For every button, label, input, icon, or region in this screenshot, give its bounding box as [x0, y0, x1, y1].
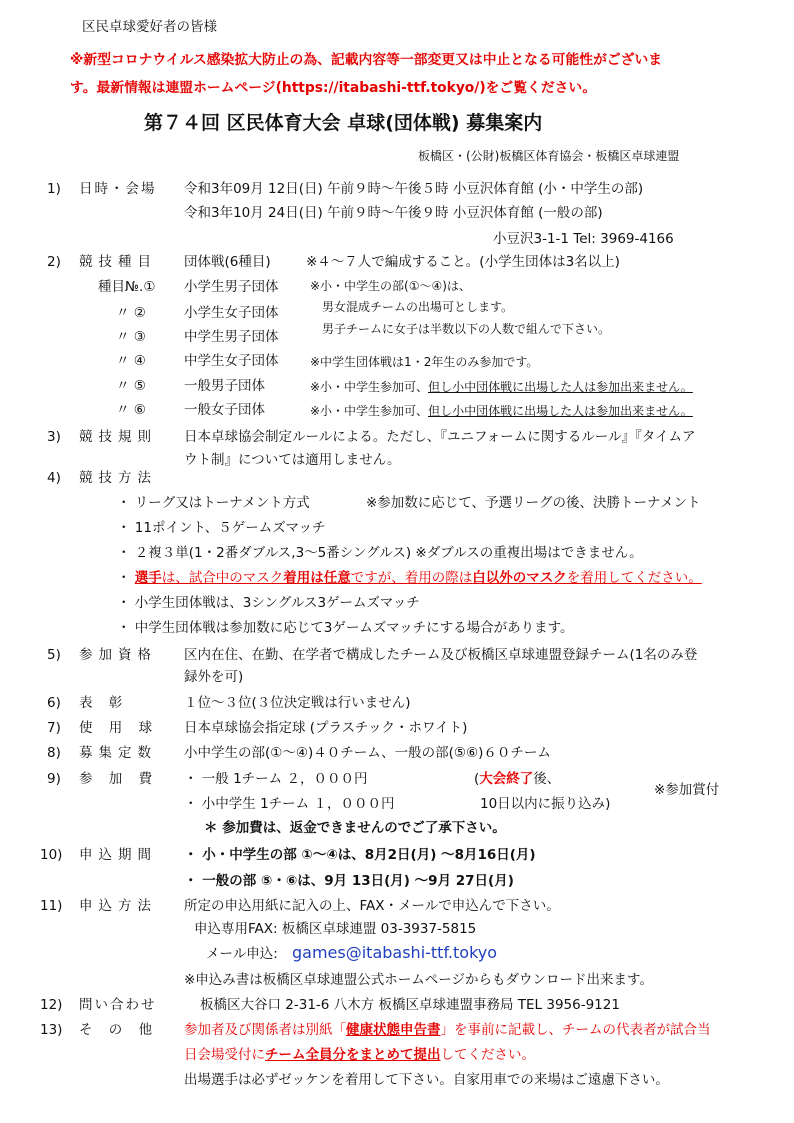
event-name: 一般男子団体: [184, 378, 265, 394]
section-num: 6): [47, 695, 61, 711]
fee-deadline: 10日以内に振り込み): [480, 796, 611, 812]
event-mark: 〃 ④: [116, 353, 146, 369]
apply-download-note: ※申込み書は板橋区卓球連盟公式ホームページからもダウンロード出来ます。: [184, 972, 653, 988]
section-num: 7): [47, 720, 61, 736]
page-title: 第７４回 区民体育大会 卓球(団体戦) 募集案内: [144, 112, 543, 134]
event-mark: 〃 ⑥: [116, 402, 146, 418]
apply-fax: 申込専用FAX: 板橋区卓球連盟 03-3937-5815: [194, 921, 477, 937]
section-label: 募集定数: [79, 745, 157, 761]
event-name: 小学生男子団体: [184, 279, 279, 295]
event-name: 中学生男子団体: [184, 329, 279, 345]
section-num: 5): [47, 647, 61, 663]
method-item: ・ ２複３単(1・2番ダブルス,3～5番シングルス) ※ダブルスの重複出場はできません。: [117, 545, 643, 561]
section-label: 使 用 球: [79, 720, 159, 736]
section-label: 日時・会場: [79, 181, 157, 197]
section-num: 10): [40, 847, 63, 863]
event-mark: 〃 ③: [116, 329, 146, 345]
section-num: 2): [47, 254, 61, 270]
eligibility-text: 区内在住、在勤、在学者で構成したチーム及び板橋区卓球連盟登録チーム(1名のみ登: [184, 647, 698, 663]
rules-text: ウト制』については適用しません。: [184, 452, 401, 468]
other-health-note: 日会場受付にチーム全員分をまとめて提出してください。: [184, 1047, 535, 1063]
period-row: ・ 小・中学生の部 ①～④は、8月2日(月) ～8月16日(月): [184, 847, 536, 863]
method-note: ※参加数に応じて、予選リーグの後、決勝トーナメント: [366, 495, 701, 511]
section-label: 申込方法: [79, 898, 157, 914]
section-num: 8): [47, 745, 61, 761]
venue-address: 小豆沢3-1-1 Tel: 3969-4166: [493, 231, 674, 247]
event-head: 団体戦(6種目): [184, 254, 271, 270]
section-num: 3): [47, 429, 61, 445]
section-label: 問い合わせ: [79, 997, 157, 1013]
event-name: 中学生女子団体: [184, 353, 279, 369]
section-label: 競技種目: [79, 254, 157, 270]
event-note: ※中学生団体戦は1・2年生のみ参加です。: [310, 355, 539, 369]
section-num: 11): [40, 898, 63, 914]
date-venue-row: 令和3年10月 24日(日) 午前９時～午後９時 小豆沢体育館 (一般の部): [184, 205, 603, 221]
event-head-note: ※４～７人で編成すること。(小学生団体は3名以上): [306, 254, 620, 270]
awards-text: １位～３位(３位決定戦は行いません): [184, 695, 411, 711]
event-note: 男女混成チームの出場可とします。: [322, 300, 514, 314]
covid-notice-line1: ※新型コロナウイルス感染拡大防止の為、記載内容等一部変更又は中止となる可能性がございま: [70, 52, 663, 68]
section-label: 申込期間: [79, 847, 157, 863]
eligibility-text: 録外を可): [184, 669, 244, 685]
contact-text: 板橋区大谷口 2-31-6 八木方 板橋区卓球連盟事務局 TEL 3956-9121: [200, 997, 620, 1013]
ball-text: 日本卓球協会指定球 (プラスチック・ホワイト): [184, 720, 468, 736]
event-mark: 種目№.①: [98, 279, 156, 295]
section-label: 競技方法: [79, 470, 157, 486]
section-label: 参加資格: [79, 647, 157, 663]
event-mark: 〃 ②: [116, 305, 146, 321]
greeting: 区民卓球愛好者の皆様: [82, 19, 217, 35]
event-note: ※小・中学生参加可、但し小中団体戦に出場した人は参加出来ません。: [310, 380, 693, 394]
section-label: 参 加 費: [79, 771, 159, 787]
fee-deadline: (大会終了後、: [474, 771, 561, 787]
apply-email-link[interactable]: games@itabashi-ttf.tokyo: [292, 943, 498, 962]
date-venue-row: 令和3年09月 12日(日) 午前９時～午後５時 小豆沢体育館 (小・中学生の部): [184, 181, 644, 197]
event-mark: 〃 ⑤: [116, 378, 146, 394]
other-health-note: 参加者及び関係者は別紙「健康状態申告書」を事前に記載し、チームの代表者が試合当: [184, 1022, 711, 1038]
section-label: そ の 他: [79, 1022, 159, 1038]
covid-notice-line2: す。最新情報は連盟ホームページ(https://itabashi-ttf.tokyo/)をご覧ください。: [70, 80, 597, 96]
event-note: ※小・中学生参加可、但し小中団体戦に出場した人は参加出来ません。: [310, 404, 693, 418]
rules-text: 日本卓球協会制定ルールによる。ただし、『ユニフォームに関するルール』『タイムア: [184, 429, 696, 445]
section-num: 12): [40, 997, 63, 1013]
fee-row: ・ 一般 1チーム ２，０００円: [184, 771, 368, 787]
section-num: 4): [47, 470, 61, 486]
period-row: ・ 一般の部 ⑤・⑥は、9月 13日(月) ～9月 27日(月): [184, 873, 514, 889]
event-note: ※小・中学生の部(①～④)は、: [310, 279, 471, 293]
fee-row: ・ 小中学生 1チーム １，０００円: [184, 796, 395, 812]
section-num: 1): [47, 181, 61, 197]
fee-nonrefund-note: ＊ 参加費は、返金できませんのでご了承下さい。: [204, 820, 506, 836]
fee-side-note: ※参加賞付: [654, 782, 720, 798]
apply-email-label: メール申込:: [206, 946, 278, 962]
method-item: ・ 中学生団体戦は参加数に応じて3ゲームズマッチにする場合があります。: [117, 620, 574, 636]
section-num: 13): [40, 1022, 63, 1038]
section-num: 9): [47, 771, 61, 787]
method-item: ・ リーグ又はトーナメント方式: [117, 495, 310, 511]
organizer: 板橋区・(公財)板橋区体育協会・板橋区卓球連盟: [418, 149, 680, 163]
other-bib-note: 出場選手は必ずゼッケンを着用して下さい。自家用車での来場はご遠慮下さい。: [184, 1072, 669, 1088]
section-label: 表 彰: [79, 695, 129, 711]
apply-text: 所定の申込用紙に記入の上、FAX・メールで申込んで下さい。: [184, 898, 560, 914]
method-item: ・ 小学生団体戦は、3シングルス3ゲームズマッチ: [117, 595, 420, 611]
event-note: 男子チームに女子は半数以下の人数で組んで下さい。: [322, 322, 611, 336]
capacity-text: 小中学生の部(①～④)４０チーム、一般の部(⑤⑥)６０チーム: [184, 745, 551, 761]
section-label: 競技規則: [79, 429, 157, 445]
event-name: 小学生女子団体: [184, 305, 279, 321]
method-item: ・ 11ポイント、５ゲームズマッチ: [117, 520, 326, 536]
event-name: 一般女子団体: [184, 402, 265, 418]
mask-rule: ・ 選手は、試合中のマスク着用は任意ですが、着用の際は白以外のマスクを着用してください。: [117, 570, 702, 586]
